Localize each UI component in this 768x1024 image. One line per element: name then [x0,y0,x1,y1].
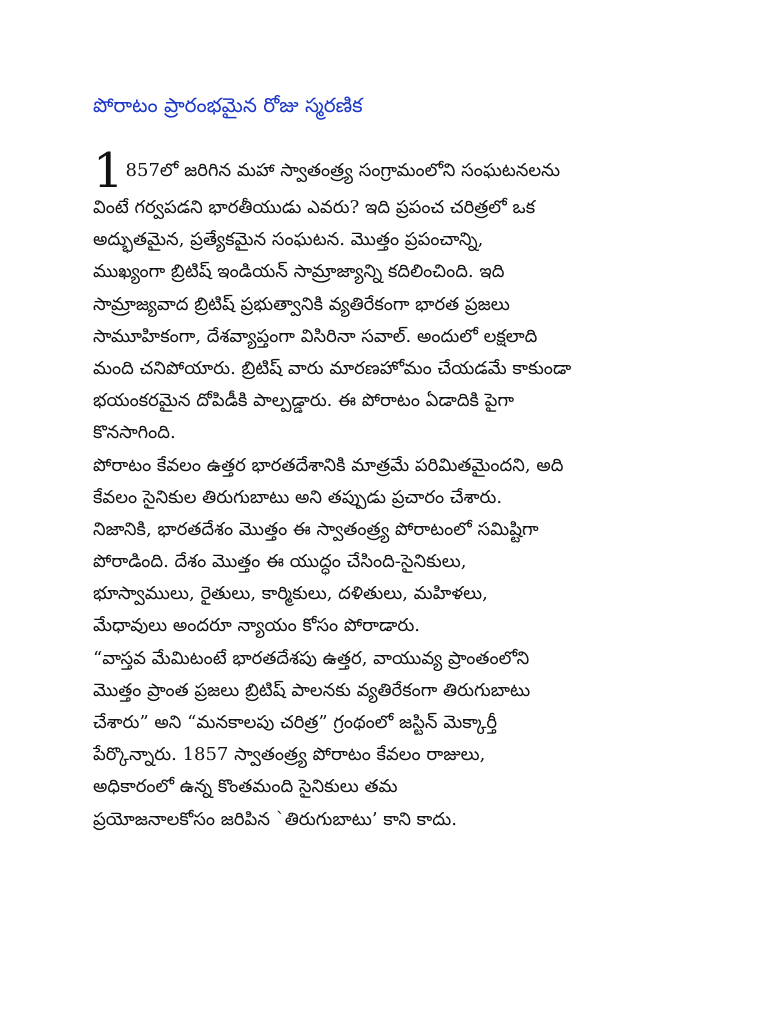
text-line: భయంకరమైన దోపిడీకి పాల్పడ్డారు. ఈ పోరాటం ఏడాదికి పైగా [93,390,515,412]
text-line: ప్రయోజనాలకోసం జరిపిన `తిరుగుబాటు’ కాని కాదు. [93,808,457,830]
text-line: వింటే గర్వపడని భారతీయుడు ఎవరు? ఇది ప్రపంచ చరిత్రలో ఒక [93,197,536,218]
text-line: మంది చనిపోయారు. బ్రిటిష్ వారు మారణహోమం చేయడమే కాకుండా [93,357,572,379]
text-line: మేధావులు అందరూ న్యాయం కోసం పోరాడారు. [93,615,421,637]
text-line: మొత్తం ప్రాంత ప్రజలు బ్రిటిష్ పాలనకు వ్యతిరేకంగా తిరుగుబాటు [93,679,531,701]
text-line: అద్భుతమైన, ప్రత్యేకమైన సంఘటన. మొత్తం ప్రపంచాన్ని, [93,229,484,251]
text-line: కేవలం సైనికుల తిరుగుబాటు అని తప్పుడు ప్రచారం చేశారు. [93,486,503,508]
text-line: చేశారు” అని “మనకాలపు చరిత్ర” గ్రంథంలో జస్టిన్ మెక్కార్తీ [93,712,498,733]
article-body [93,150,693,836]
text-line: “వాస్తవ మేమిటంటే భారతదేశపు ఉత్తర, వాయువ్య ప్రాంతంలోని [93,647,530,669]
text-line: పోరాటం కేవలం ఉత్తర భారతదేశానికి మాత్రమే పరిమితమైందని, అది [93,454,564,476]
text-line: పేర్కొన్నారు. 1857 స్వాతంత్ర్య పోరాటం కేవలం రాజులు, [93,744,486,766]
first-line [93,150,693,192]
text-line: సామ్రాజ్యవాద బ్రిటిష్ ప్రభుత్వానికి వ్యతిరేకంగా భారత ప్రజలు [93,293,510,315]
text-line: సామూహికంగా, దేశవ్యాప్తంగా విసిరినా సవాల్. అందులో లక్షలాది [93,325,538,347]
text-line: అధికారంలో ఉన్న కొంతమంది సైనికులు తమ [93,776,398,798]
text-line: నిజానికి, భారతదేశం మొత్తం ఈ స్వాతంత్ర్య పోరాటంలో సమిష్టిగా [93,518,539,540]
text-line: పోరాడింది. దేశం మొత్తం ఈ యుద్ధం చేసింది-సైనికులు, [93,551,467,573]
page-title: పోరాటం ప్రారంభమైన రోజు స్మరణిక [93,93,363,117]
drop-cap: 1 [93,150,124,192]
text-line: భూస్వాములు, రైతులు, కార్మికులు, దళితులు, మహిళలు, [93,583,488,605]
first-line-text: 857లో జరిగిన మహా స్వాతంత్ర్య సంగ్రామంలోని సంఘటనలను [125,160,561,181]
text-line: ముఖ్యంగా బ్రిటిష్ ఇండియన్ సామ్రాజ్యాన్ని కదిలించింది. ఇది [93,261,505,283]
text-line: కొనసాగింది. [93,422,176,444]
